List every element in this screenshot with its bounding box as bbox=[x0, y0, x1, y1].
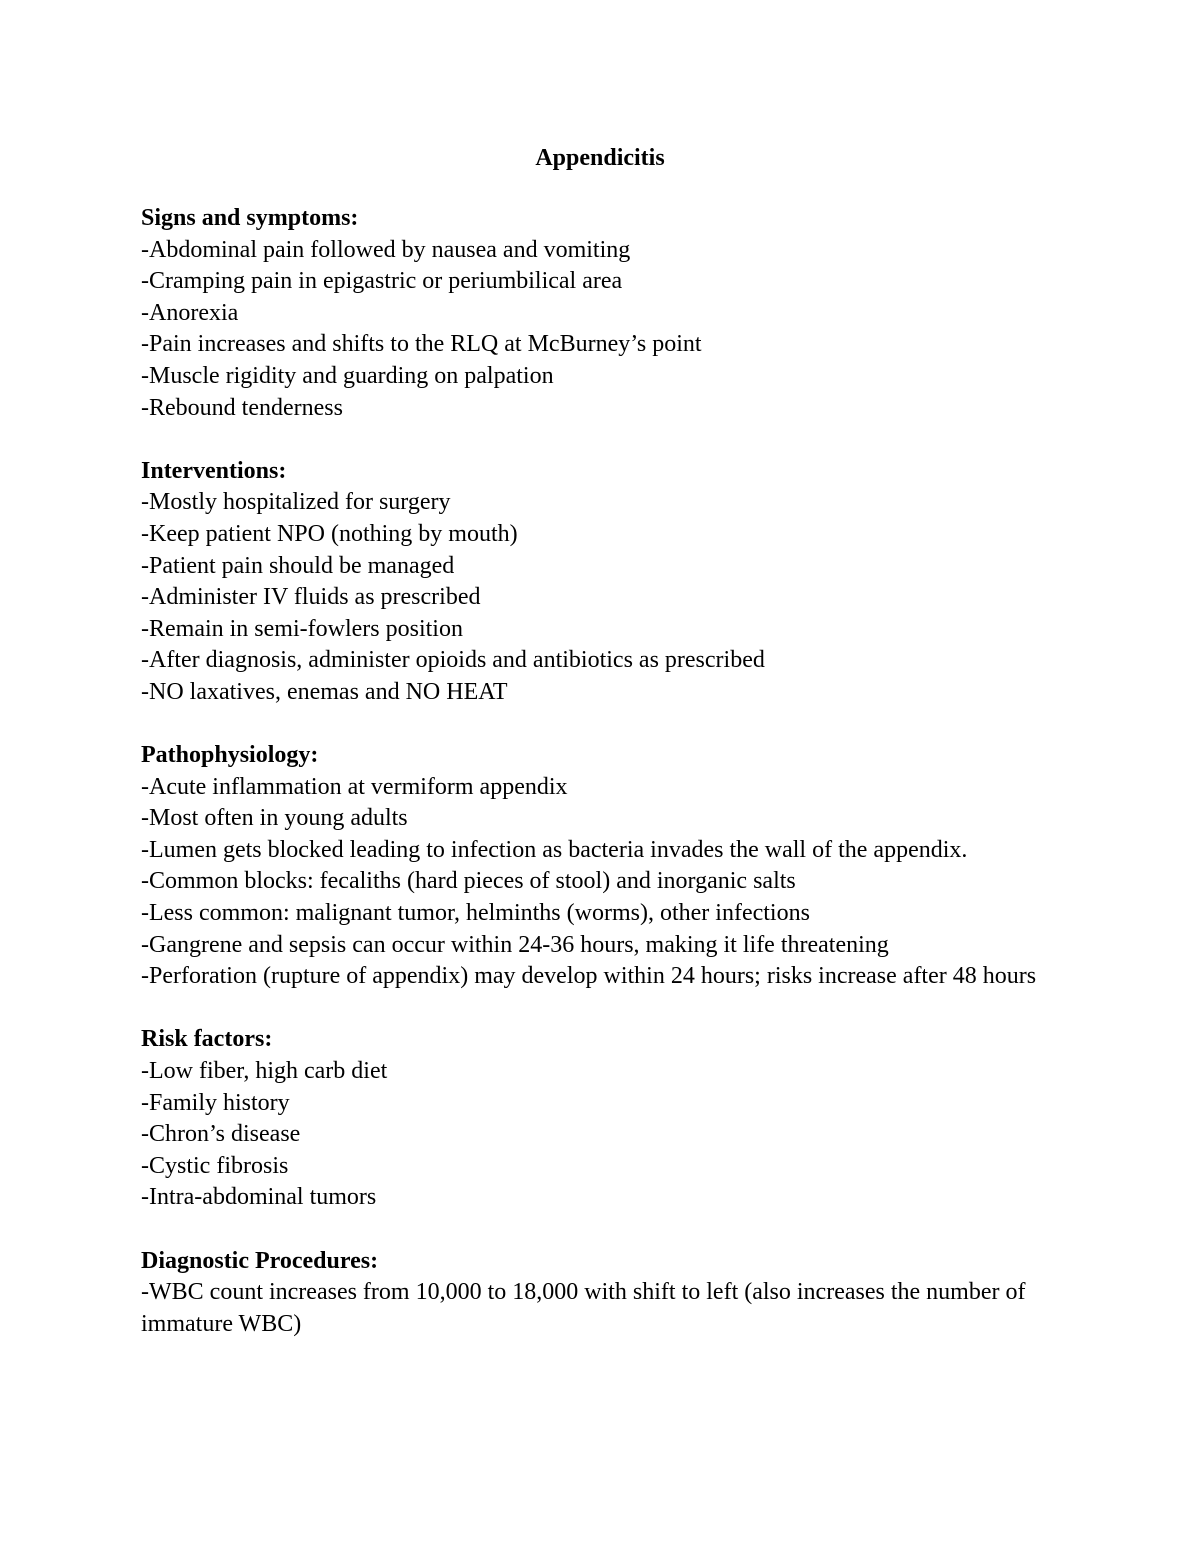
list-item: -Anorexia bbox=[141, 299, 239, 326]
list-item: -Muscle rigidity and guarding on palpation bbox=[141, 362, 554, 389]
document-title: Appendicitis bbox=[535, 145, 665, 171]
list-item: -Less common: malignant tumor, helminths (worms), other infections bbox=[141, 900, 810, 927]
list-item: -Perforation (rupture of appendix) may develop within 24 hours; risks increase after 48 hours bbox=[141, 963, 1037, 990]
list-item: -Lumen gets blocked leading to infection as bacteria invades the wall of the appendix. bbox=[141, 836, 968, 863]
list-item: -Keep patient NPO (nothing by mouth) bbox=[141, 520, 518, 547]
list-item: -NO laxatives, enemas and NO HEAT bbox=[141, 678, 508, 705]
list-item: -Rebound tenderness bbox=[141, 394, 343, 421]
list-item: -Pain increases and shifts to the RLQ at McBurney’s point bbox=[141, 331, 702, 358]
list-item: -Low fiber, high carb diet bbox=[141, 1058, 388, 1085]
list-item: -Gangrene and sepsis can occur within 24-36 hours, making it life threatening bbox=[141, 931, 889, 958]
list-item: -WBC count increases from 10,000 to 18,000 with shift to left (also increases the number of immature WBC) bbox=[141, 1279, 1026, 1337]
list-item: -Administer IV fluids as prescribed bbox=[141, 584, 481, 611]
list-item: -Family history bbox=[141, 1089, 290, 1116]
list-item: -Common blocks: fecaliths (hard pieces of stool) and inorganic salts bbox=[141, 868, 796, 895]
document-body bbox=[141, 203, 1051, 1340]
section-pathophysiology bbox=[141, 740, 1051, 993]
section-heading: Diagnostic Procedures: bbox=[141, 1247, 379, 1274]
section-diagnostic-procedures bbox=[141, 1246, 1051, 1341]
section-heading: Interventions: bbox=[141, 457, 287, 484]
list-item: -Acute inflammation at vermiform appendix bbox=[141, 773, 568, 800]
section-heading: Signs and symptoms: bbox=[141, 205, 359, 231]
list-item: -After diagnosis, administer opioids and antibiotics as prescribed bbox=[141, 647, 765, 674]
section-signs-and-symptoms bbox=[141, 203, 1051, 424]
list-item: -Abdominal pain followed by nausea and vomiting bbox=[141, 236, 631, 263]
section-heading: Pathophysiology: bbox=[141, 742, 319, 769]
list-item: -Intra-abdominal tumors bbox=[141, 1184, 377, 1211]
list-item: -Cystic fibrosis bbox=[141, 1152, 289, 1179]
list-item: -Cramping pain in epigastric or periumbilical area bbox=[141, 268, 623, 295]
list-item: -Remain in semi-fowlers position bbox=[141, 615, 463, 642]
list-item: -Most often in young adults bbox=[141, 805, 408, 832]
section-heading: Risk factors: bbox=[141, 1026, 273, 1053]
list-item: -Chron’s disease bbox=[141, 1121, 301, 1148]
list-item: -Patient pain should be managed bbox=[141, 552, 455, 579]
section-interventions bbox=[141, 456, 1051, 709]
list-item: -Mostly hospitalized for surgery bbox=[141, 489, 451, 516]
section-risk-factors bbox=[141, 1024, 1051, 1214]
